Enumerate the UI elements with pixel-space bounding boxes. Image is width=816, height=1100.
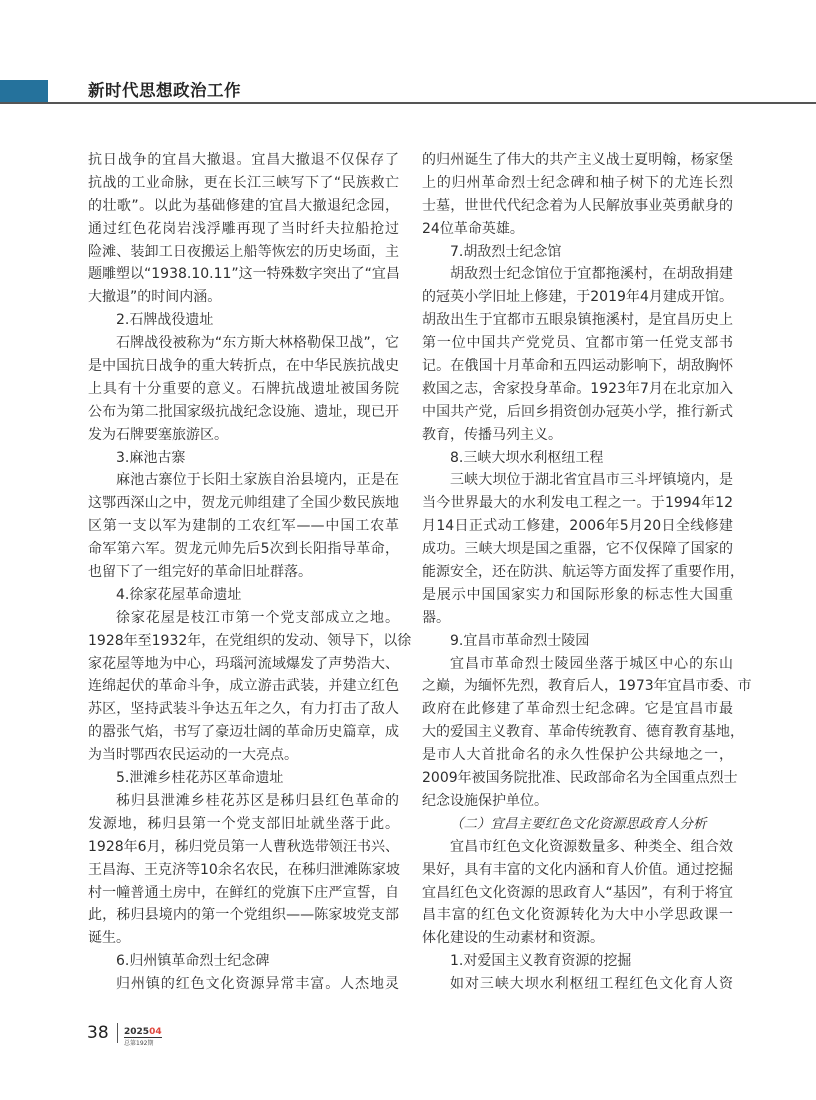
text-line: 是中国抗日战争的重大转折点，在中华民族抗战史 bbox=[88, 358, 399, 375]
text-line: 能源安全，还在防洪、航运等方面发挥了重要作用， bbox=[422, 564, 744, 581]
text-line: 昌丰富的红色文化资源转化为大中小学思政课一 bbox=[422, 907, 733, 924]
text-line: 是市人大首批命名的永久性保护公共绿地之一， bbox=[422, 747, 733, 764]
text-line: 宜昌红色文化资源的思政育人“基因”，有利于将宜 bbox=[422, 884, 733, 901]
section-heading: 7.胡敌烈士纪念馆 bbox=[450, 243, 562, 260]
issue-number: 04 bbox=[149, 1027, 162, 1037]
text-line: 三峡大坝位于湖北省宜昌市三斗坪镇境内，是 bbox=[450, 472, 733, 489]
text-line: 村一幢普通土房中，在鲜红的党旗下庄严宣誓，自 bbox=[88, 884, 399, 901]
text-line: 成功。三峡大坝是国之重器，它不仅保障了国家的 bbox=[422, 541, 733, 558]
text-line: 王昌海、王克济等10余名农民，在秭归泄滩陈家坡 bbox=[88, 861, 400, 878]
text-line: 器。 bbox=[422, 609, 450, 626]
text-line: 大撤退”的时间内涵。 bbox=[88, 289, 222, 306]
text-line: 这鄂西深山之中，贺龙元帅组建了全国少数民族地 bbox=[88, 495, 399, 512]
text-line: 的壮歌”。以此为基础修建的宜昌大撤退纪念园， bbox=[88, 197, 399, 214]
text-line: 教育，传播马列主义。 bbox=[422, 426, 562, 443]
text-line: 发源地，秭归县第一个党支部旧址就坐落于此。 bbox=[88, 815, 399, 832]
page-number: 38 bbox=[87, 1023, 109, 1043]
text-line: 归州镇的红色文化资源异常丰富。人杰地灵 bbox=[116, 976, 399, 993]
text-line: 苏区，坚持武装斗争达五年之久，有力打击了敌人 bbox=[88, 701, 399, 718]
text-line: 抗战的工业命脉，更在长江三峡写下了“民族救亡 bbox=[88, 174, 399, 191]
left-column bbox=[88, 149, 412, 996]
text-line: 上具有十分重要的意义。石牌抗战遗址被国务院 bbox=[88, 380, 399, 397]
text-line: 题雕塑以“1938.10.11”这一特殊数字突出了“宜昌 bbox=[88, 266, 400, 283]
text-line: 此，秭归县境内的第一个党组织——陈家坡党支部 bbox=[88, 907, 399, 924]
text-line: 记。在俄国十月革命和五四运动影响下，胡敌胸怀 bbox=[422, 358, 733, 375]
text-line: 区第一支以军为建制的工农红军——中国工农革 bbox=[88, 518, 399, 535]
footer-divider bbox=[117, 1023, 118, 1043]
text-line: 公布为第二批国家级抗战纪念设施、遗址，现已开 bbox=[88, 403, 399, 420]
text-line: 上的归州革命烈士纪念碑和柚子树下的尤连长烈 bbox=[422, 174, 733, 191]
section-heading: （二）宜昌主要红色文化资源思政育人分析 bbox=[450, 815, 707, 832]
text-line: 是展示中国国家实力和国际形象的标志性大国重 bbox=[422, 586, 733, 603]
text-line: 士墓，世世代代纪念着为人民解放事业英勇献身的 bbox=[422, 197, 733, 214]
section-heading: 4.徐家花屋革命遗址 bbox=[116, 586, 242, 603]
text-line: 1928年6月，秭归党员第一人曹秋选带领汪书兴、 bbox=[88, 838, 399, 855]
text-line: 的冠英小学旧址上修建，于2019年4月建成开馆。 bbox=[422, 289, 733, 306]
text-line: 当今世界最大的水利发电工程之一。于1994年12 bbox=[422, 495, 733, 512]
text-line: 抗日战争的宜昌大撤退。宜昌大撤退不仅保存了 bbox=[88, 152, 399, 168]
text-line: 险滩、装卸工日夜搬运上船等恢宏的历史场面，主 bbox=[88, 243, 399, 260]
text-line: 宜昌市红色文化资源数量多、种类全、组合效 bbox=[450, 838, 733, 855]
section-heading: 9.宜昌市革命烈士陵园 bbox=[450, 632, 590, 649]
text-line: 诞生。 bbox=[88, 930, 130, 947]
text-line: 纪念设施保护单位。 bbox=[422, 792, 548, 809]
text-line: 第一位中国共产党党员、宜都市第一任党支部书 bbox=[422, 335, 733, 352]
section-heading: 2.石牌战役遗址 bbox=[116, 312, 214, 329]
section-title: 新时代思想政治工作 bbox=[88, 81, 241, 100]
text-line: 2009年被国务院批准、民政部命名为全国重点烈士 bbox=[422, 770, 738, 787]
text-line: 秭归县泄滩乡桂花苏区是秭归县红色革命的 bbox=[116, 792, 399, 809]
text-line: 之巅，为缅怀先烈，教育后人，1973年宜昌市委、市 bbox=[422, 678, 752, 695]
text-line: 月14日正式动工修建，2006年5月20日全线修建 bbox=[422, 518, 733, 535]
text-line: 政府在此修建了革命烈士纪念碑。它是宜昌市最 bbox=[422, 701, 733, 718]
total-issue: 总第192期 bbox=[124, 1040, 154, 1047]
text-line: 救国之志，舍家投身革命。1923年7月在北京加入 bbox=[422, 380, 733, 397]
text-line: 为当时鄂西农民运动的一大亮点。 bbox=[88, 747, 298, 764]
text-line: 1928年至1932年，在党组织的发动、领导下，以徐 bbox=[88, 632, 412, 649]
text-line: 发为石牌要塞旅游区。 bbox=[88, 426, 228, 443]
text-line: 麻池古寨位于长阳土家族自治县境内，正是在 bbox=[116, 472, 399, 489]
text-line: 中国共产党，后回乡捐资创办冠英小学，推行新式 bbox=[422, 403, 733, 420]
issue-label bbox=[124, 1024, 162, 1048]
text-line: 24位革命英雄。 bbox=[422, 220, 524, 237]
text-line: 徐家花屋是枝江市第一个党支部成立之地。 bbox=[116, 609, 399, 626]
text-line: 果好，具有丰富的文化内涵和育人价值。通过挖掘 bbox=[422, 861, 733, 878]
text-line: 胡敌烈士纪念馆位于宜都拖溪村，在胡敌捐建 bbox=[450, 266, 733, 283]
text-line: 的嚣张气焰，书写了豪迈壮阔的革命历史篇章，成 bbox=[88, 724, 399, 741]
text-line: 也留下了一组完好的革命旧址群落。 bbox=[88, 564, 312, 581]
header-accent-bar bbox=[0, 80, 48, 102]
text-line: 连绵起伏的革命斗争，成立游击武装，并建立红色 bbox=[88, 678, 399, 695]
text-line: 胡敌出生于宜都市五眼泉镇拖溪村，是宜昌历史上 bbox=[422, 312, 733, 329]
text-line: 如对三峡大坝水利枢纽工程红色文化育人资 bbox=[450, 976, 733, 993]
text-line: 的归州诞生了伟大的共产主义战士夏明翰，杨家堡 bbox=[422, 152, 733, 168]
section-heading: 1.对爱国主义教育资源的挖掘 bbox=[450, 953, 632, 970]
text-line: 命军第六军。贺龙元帅先后5次到长阳指导革命， bbox=[88, 541, 399, 558]
text-line: 石牌战役被称为“东方斯大林格勒保卫战”，它 bbox=[116, 335, 399, 352]
text-line: 体化建设的生动素材和资源。 bbox=[422, 930, 604, 947]
section-heading: 6.归州镇革命烈士纪念碑 bbox=[116, 953, 270, 970]
section-heading: 5.泄滩乡桂花苏区革命遗址 bbox=[116, 770, 284, 787]
right-column bbox=[422, 149, 752, 996]
section-heading: 3.麻池古寨 bbox=[116, 449, 186, 466]
text-line: 宜昌市革命烈士陵园坐落于城区中心的东山 bbox=[450, 655, 733, 672]
section-heading: 8.三峡大坝水利枢纽工程 bbox=[450, 449, 604, 466]
text-line: 家花屋等地为中心，玛瑙河流域爆发了声势浩大、 bbox=[88, 655, 399, 672]
text-line: 通过红色花岗岩浅浮雕再现了当时纤夫拉船抢过 bbox=[88, 220, 399, 237]
issue-year-number bbox=[124, 1028, 162, 1038]
text-line: 大的爱国主义教育、革命传统教育、德育教育基地， bbox=[422, 724, 744, 741]
issue-year: 2025 bbox=[124, 1027, 150, 1037]
header-divider bbox=[0, 102, 816, 104]
